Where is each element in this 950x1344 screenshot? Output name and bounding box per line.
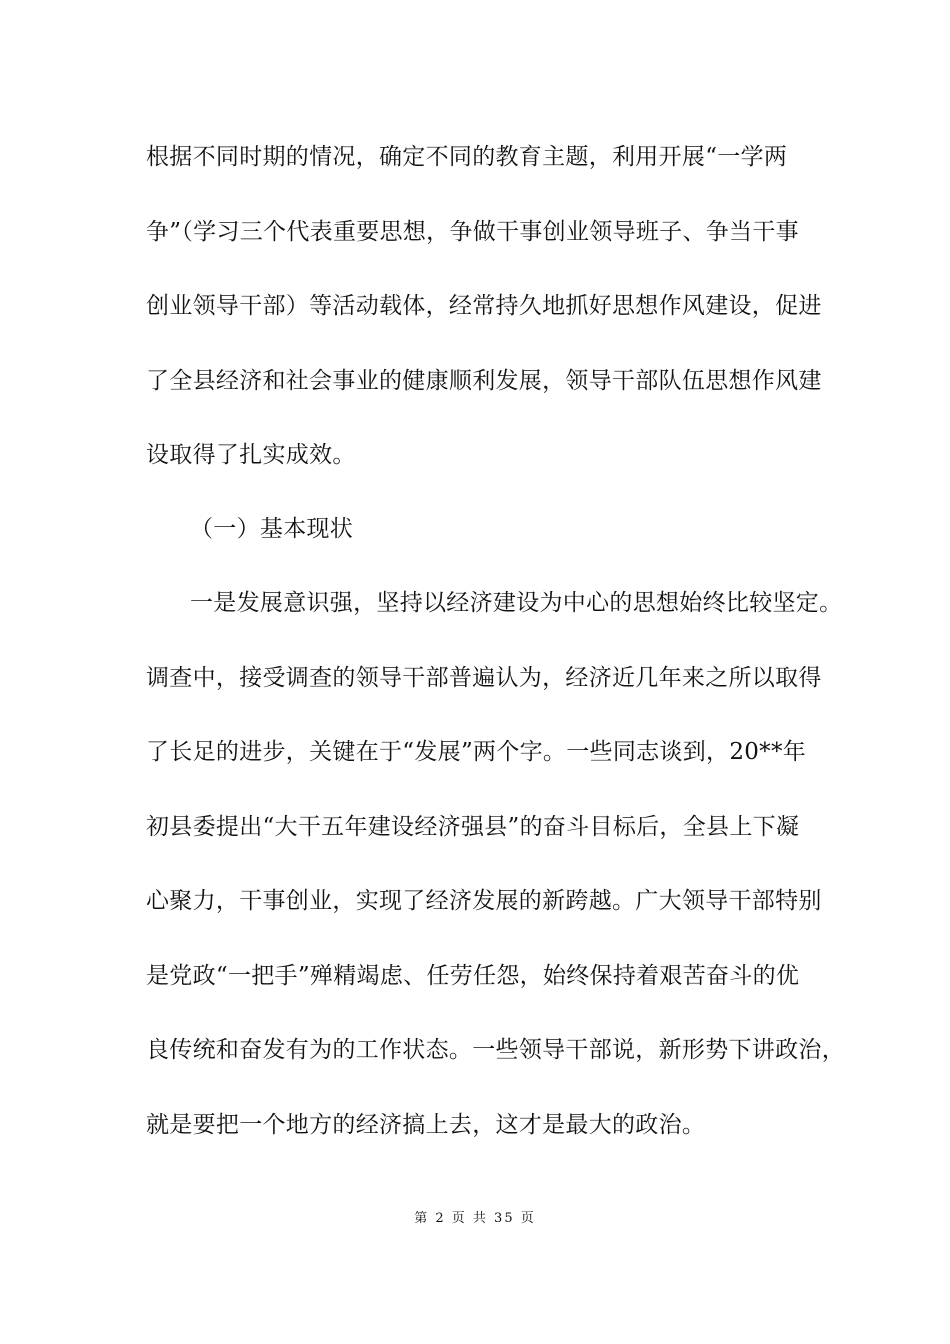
body-text-line: 根据不同时期的情况，确定不同的教育主题，利用开展“一学两: [146, 144, 788, 170]
body-text-line: 心聚力，干事创业，实现了经济发展的新跨越。广大领导干部特别: [146, 888, 822, 914]
body-text-line: 是党政“一把手”殚精竭虑、任劳任怨，始终保持着艰苦奋斗的优: [146, 963, 800, 989]
body-text-line: 良传统和奋发有为的工作状态。一些领导干部说，新形势下讲政治，: [146, 1037, 845, 1063]
body-text-line: 创业领导干部）等活动载体，经常持久地抓好思想作风建设，促进: [146, 293, 822, 319]
body-text-line: 一是发展意识强，坚持以经济建设为中心的思想始终比较坚定。: [190, 590, 843, 616]
body-text-line: 了长足的进步，关键在于“发展”两个字。一些同志谈到，20**年: [146, 739, 807, 765]
body-text-line: 争”（学习三个代表重要思想，争做干事创业领导班子、争当干事: [146, 219, 799, 245]
body-text-line: 设取得了扎实成效。: [146, 442, 356, 468]
body-text-line: 了全县经济和社会事业的健康顺利发展，领导干部队伍思想作风建: [146, 368, 822, 394]
body-text-line: 就是要把一个地方的经济搞上去，这才是最大的政治。: [146, 1112, 706, 1138]
page-number-footer: 第 2 页 共 35 页: [414, 1211, 536, 1226]
body-text-line: 初县委提出“大干五年建设经济强县”的奋斗目标后，全县上下凝: [146, 814, 800, 840]
body-text-line: 调查中，接受调查的领导干部普遍认为，经济近几年来之所以取得: [146, 665, 822, 691]
section-heading: （一）基本现状: [190, 516, 354, 542]
